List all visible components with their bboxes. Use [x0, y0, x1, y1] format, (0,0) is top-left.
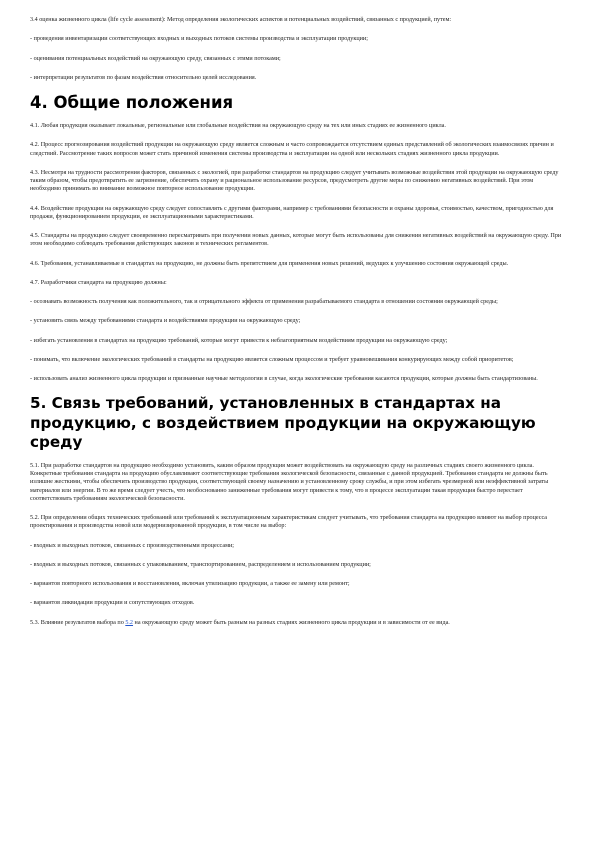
clause-5-3 — [30, 619, 565, 627]
list-item: - вариантов ликвидации продукции и сопутствующих отходов. — [30, 600, 195, 607]
section-5-heading: 5. Связь требований, установленных в стандартах на продукцию, с воздействием продукции на окружающую среду — [30, 394, 536, 452]
clause-4-6: 4.6. Требования, устанавливаемые в стандартах на продукцию, не должны быть препятствием для применения новых решений, ведущих к улучшению состояния окружающей среды. — [30, 260, 509, 267]
clause-4-3: 4.3. Несмотря на трудности рассмотрения факторов, связанных с экологией, при разработке стандартов на продукцию следует учитывать возможные воздействия этой продукции на окружающую среду таким образом, чтобы предотвратить ее загрязнение, обеспечить охрану и рациональное использование ресурсов, предусмотреть другие меры по снижению негативных воздействий. При этом необходимо принимать во внимание возможное повторное использование продукции. — [30, 169, 559, 193]
clause-5-1: 5.1. При разработке стандартов на продукцию необходимо установить, каким образом продукция может воздействовать на окружающую среду на различных стадиях своего жизненного цикла. Конкретные требования стандарта на продукцию обуславливают соответствующие требования экологической безопасности, связанные с данной продукцией. Требования стандарта не должны быть излишне жесткими, чтобы обеспечить производство продукции, соответствующей своему назначению и установленному сроку службы, и при этом избегать чрезмерной или неэффективной затраты материалов или энергии. В то же время следует учесть, что необоснованно заниженные требования могут привести к тому, что в процессе эксплуатации такая продукция быстро перестает соответствовать требованиям экологической безопасности. — [30, 462, 549, 502]
list-item: - входных и выходных потоков, связанных с упаковыванием, транспортированием, распределением и использованием продукции; — [30, 561, 371, 568]
clause-4-5: 4.5. Стандарты на продукцию следует своевременно пересматривать при получении новых данных, которые могут быть использованы для снижения негативных воздействий на окружающую среду. При этом необходимо соблюдать требования действующих законов и технических регламентов. — [30, 233, 562, 248]
document-page — [30, 16, 565, 638]
list-item: - избегать установления в стандартах на продукцию требований, которые могут привести к неблагоприятным воздействиям продукции на окружающую среду; — [30, 337, 448, 344]
list-item: - интерпретации результатов по фазам воздействия относительно целей исследования. — [30, 74, 257, 81]
list-item: - понимать, что включение экологических требований в стандарты на продукцию является сложным процессом и требует уравновешивания конкурирующих между собой приоритетов; — [30, 356, 514, 363]
clause-5-2: 5.2. При определении общих технических требований или требований к эксплуатационным характеристикам следует учитывать, что требования стандарта на продукцию влияют на выбор процесса проектирования и производства новой или модернизированной продукции, в том числе на выбор: — [30, 515, 548, 530]
clause-4-4: 4.4. Воздействие продукции на окружающую среду следует сопоставлять с другими факторами, например с требованиями безопасности и охраны здоровья, стоимостью, качеством, пригодностью для продажи, функционированием продукции, ее эксплуатационными характеристиками. — [30, 205, 554, 220]
clause-4-2: 4.2. Процесс прогнозирования воздействий продукции на окружающую среду является сложным и часто сопровождается отсутствием единых представлений об экологических взаимосвязях причин и следствий. Рассмотрение таких вопросов может стать причиной изменения системы производства и эксплуатации на одной или нескольких стадиях жизненного цикла продукции. — [30, 142, 554, 157]
list-item: - использовать анализ жизненного цикла продукции и признанные научные методологии в случае, когда экологические требования касаются продукции, которые должны быть стандартизованы. — [30, 376, 538, 382]
clause-4-7: 4.7. Разработчики стандарта на продукцию должны: — [30, 279, 167, 286]
list-item: - оценивания потенциальных воздействий на окружающую среду, связанных с этими потоками; — [30, 55, 281, 62]
section-4-heading: 4. Общие положения — [30, 93, 234, 112]
list-item: - проведения инвентаризации соответствующих входных и выходных потоков системы производства и эксплуатации продукции; — [30, 36, 368, 43]
list-item: - осознавать возможность получения как положительного, так и отрицательного эффекта от применения разрабатываемого стандарта в отношении состояния окружающей среды; — [30, 299, 498, 305]
clause-5-3-text-end: на окружающую среду может быть разным на разных стадиях жизненного цикла продукции и в зависимости от ее вида. — [133, 619, 450, 626]
clause-3-4: 3.4 оценка жизненного цикла (life cycle assessment): Метод определения экологических аспектов и потенциальных воздействий, связанных с продукцией, путем: — [30, 17, 452, 23]
list-item: - вариантов повторного использования и восстановления, включая утилизацию продукции, а также ее замену или ремонт; — [30, 581, 350, 587]
clause-5-2-link[interactable]: 5.2 — [125, 619, 134, 626]
clause-5-3-text-start: 5.3. Влияние результатов выбора по — [30, 619, 126, 626]
list-item: - входных и выходных потоков, связанных с производственными процессами; — [30, 542, 234, 549]
list-item: - установить связь между требованиями стандарта и воздействиями продукции на окружающую среду; — [30, 318, 301, 325]
clause-4-1: 4.1. Любая продукция оказывает локальные, региональные или глобальные воздействия на окружающую среду на тех или иных стадиях ее жизненного цикла. — [30, 123, 446, 129]
